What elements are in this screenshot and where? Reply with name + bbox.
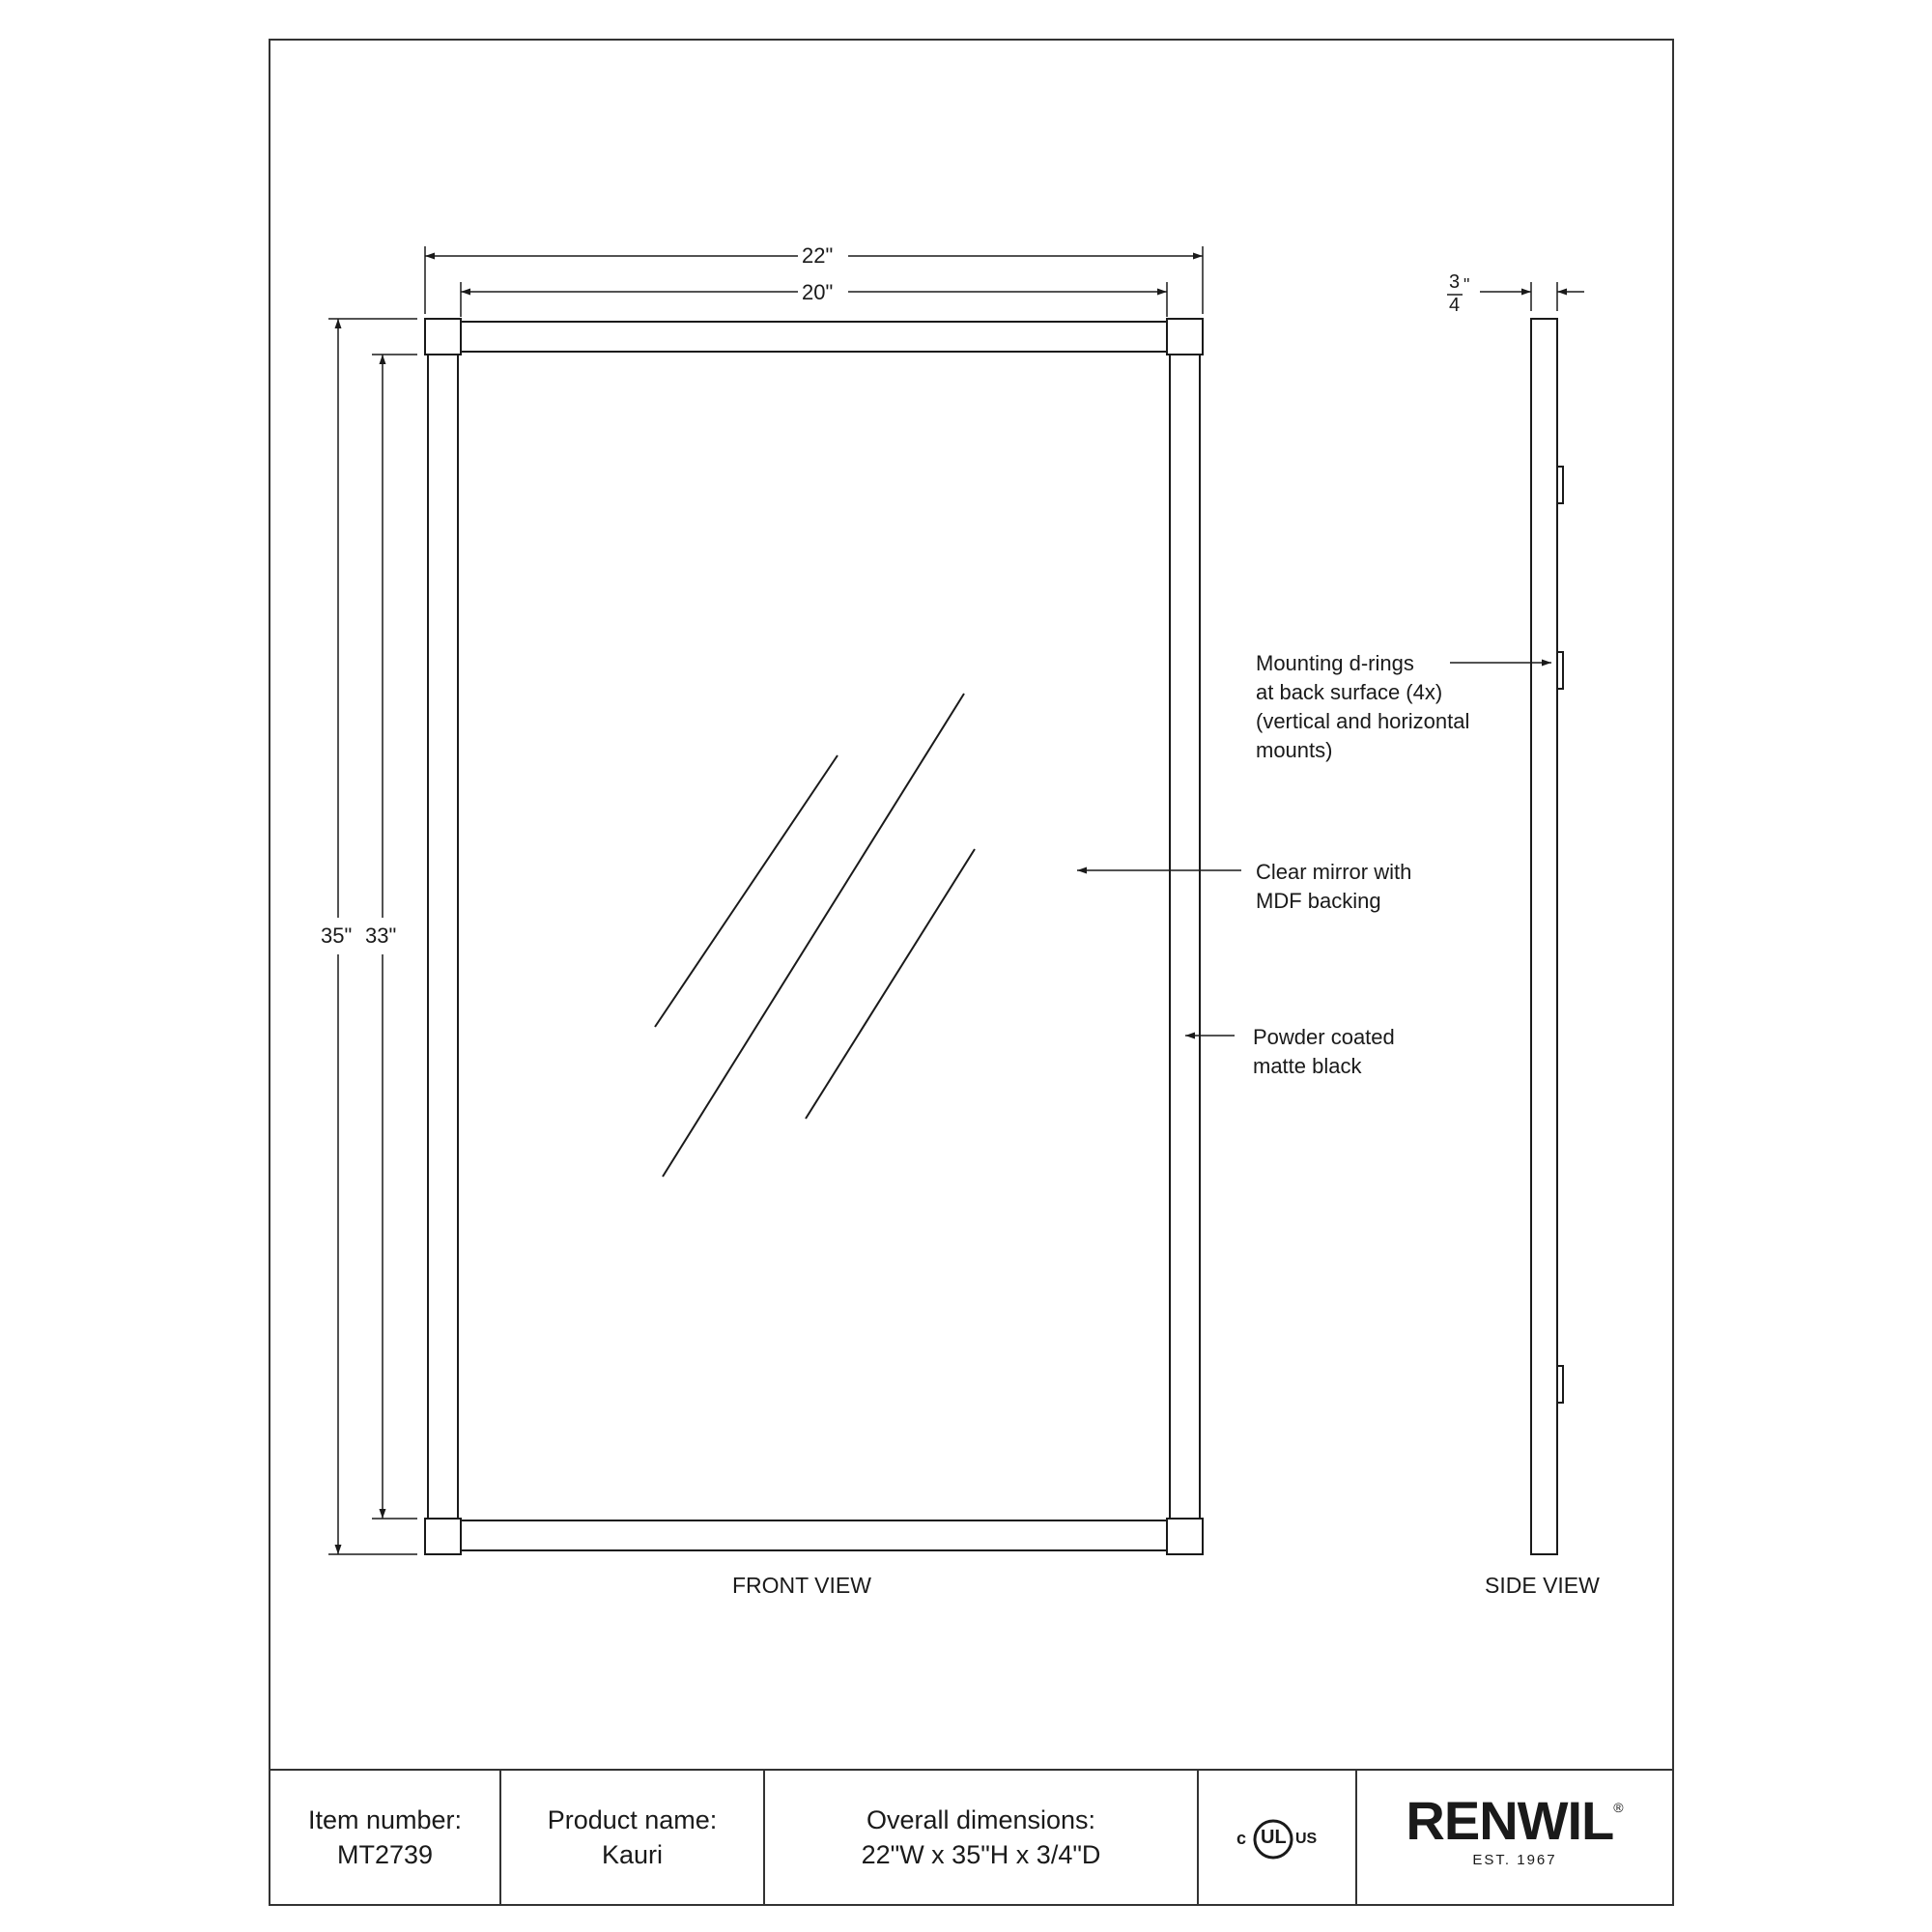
ul-mark-us: US [1295,1831,1318,1847]
drawing-border [270,40,1673,1905]
callout-line: Clear mirror with [1256,860,1412,884]
d-ring [1557,652,1563,689]
callout-mirror [1256,858,1411,916]
brand-registered-mark: ® [1613,1800,1624,1815]
callout-line: Mounting d-rings [1256,651,1414,675]
product-name-label: Product name: [547,1805,718,1834]
overall-dimensions-label: Overall dimensions: [866,1805,1096,1834]
frame-top-bar [461,322,1167,352]
depth-denominator: 4 [1449,295,1461,316]
callout-frame [1253,1023,1395,1081]
side-view-label: SIDE VIEW [1485,1573,1600,1598]
brand-tagline: EST. 1967 [1472,1852,1557,1868]
item-number-cell [270,1770,500,1905]
mirror-frame-front [425,319,1203,1554]
corner-block-top-left [425,319,461,355]
callout-line: (vertical and horizontal [1256,709,1470,733]
overall-dimensions-cell [764,1770,1198,1905]
callout-line: at back surface (4x) [1256,680,1443,704]
mirror-side-profile [1531,319,1557,1554]
callout-d-rings [1256,649,1469,765]
dimension-depth [1480,282,1584,311]
callout-line: matte black [1253,1054,1362,1078]
callout-line: MDF backing [1256,889,1381,913]
ul-mark-c: c [1236,1829,1247,1848]
brand-name: RENWIL [1406,1790,1614,1851]
depth-unit: " [1463,275,1470,295]
callout-line: mounts) [1256,738,1333,762]
mirror-reflection-lines [655,694,975,1177]
inner-width-label: 20" [802,280,834,304]
item-number-label: Item number: [307,1805,463,1834]
overall-width-label: 22" [802,243,834,268]
d-ring [1557,467,1563,503]
frame-left-bar [428,355,458,1519]
corner-block-bottom-right [1167,1519,1203,1554]
d-ring [1557,1366,1563,1403]
inner-height-label: 33" [365,923,397,948]
ul-mark-ul: UL [1261,1827,1287,1848]
brand-logo [1356,1792,1673,1868]
callout-line: Powder coated [1253,1025,1395,1049]
corner-block-bottom-left [425,1519,461,1554]
corner-block-top-right [1167,319,1203,355]
frame-bottom-bar [461,1520,1167,1550]
item-number-value: MT2739 [336,1840,434,1869]
product-name-cell [500,1770,764,1905]
depth-numerator: 3 [1449,271,1461,293]
overall-dimensions-value: 22"W x 35"H x 3/4"D [861,1840,1101,1869]
front-view-label: FRONT VIEW [732,1573,871,1598]
overall-height-label: 35" [321,923,353,948]
product-name-value: Kauri [601,1840,664,1869]
frame-right-bar [1170,355,1200,1519]
